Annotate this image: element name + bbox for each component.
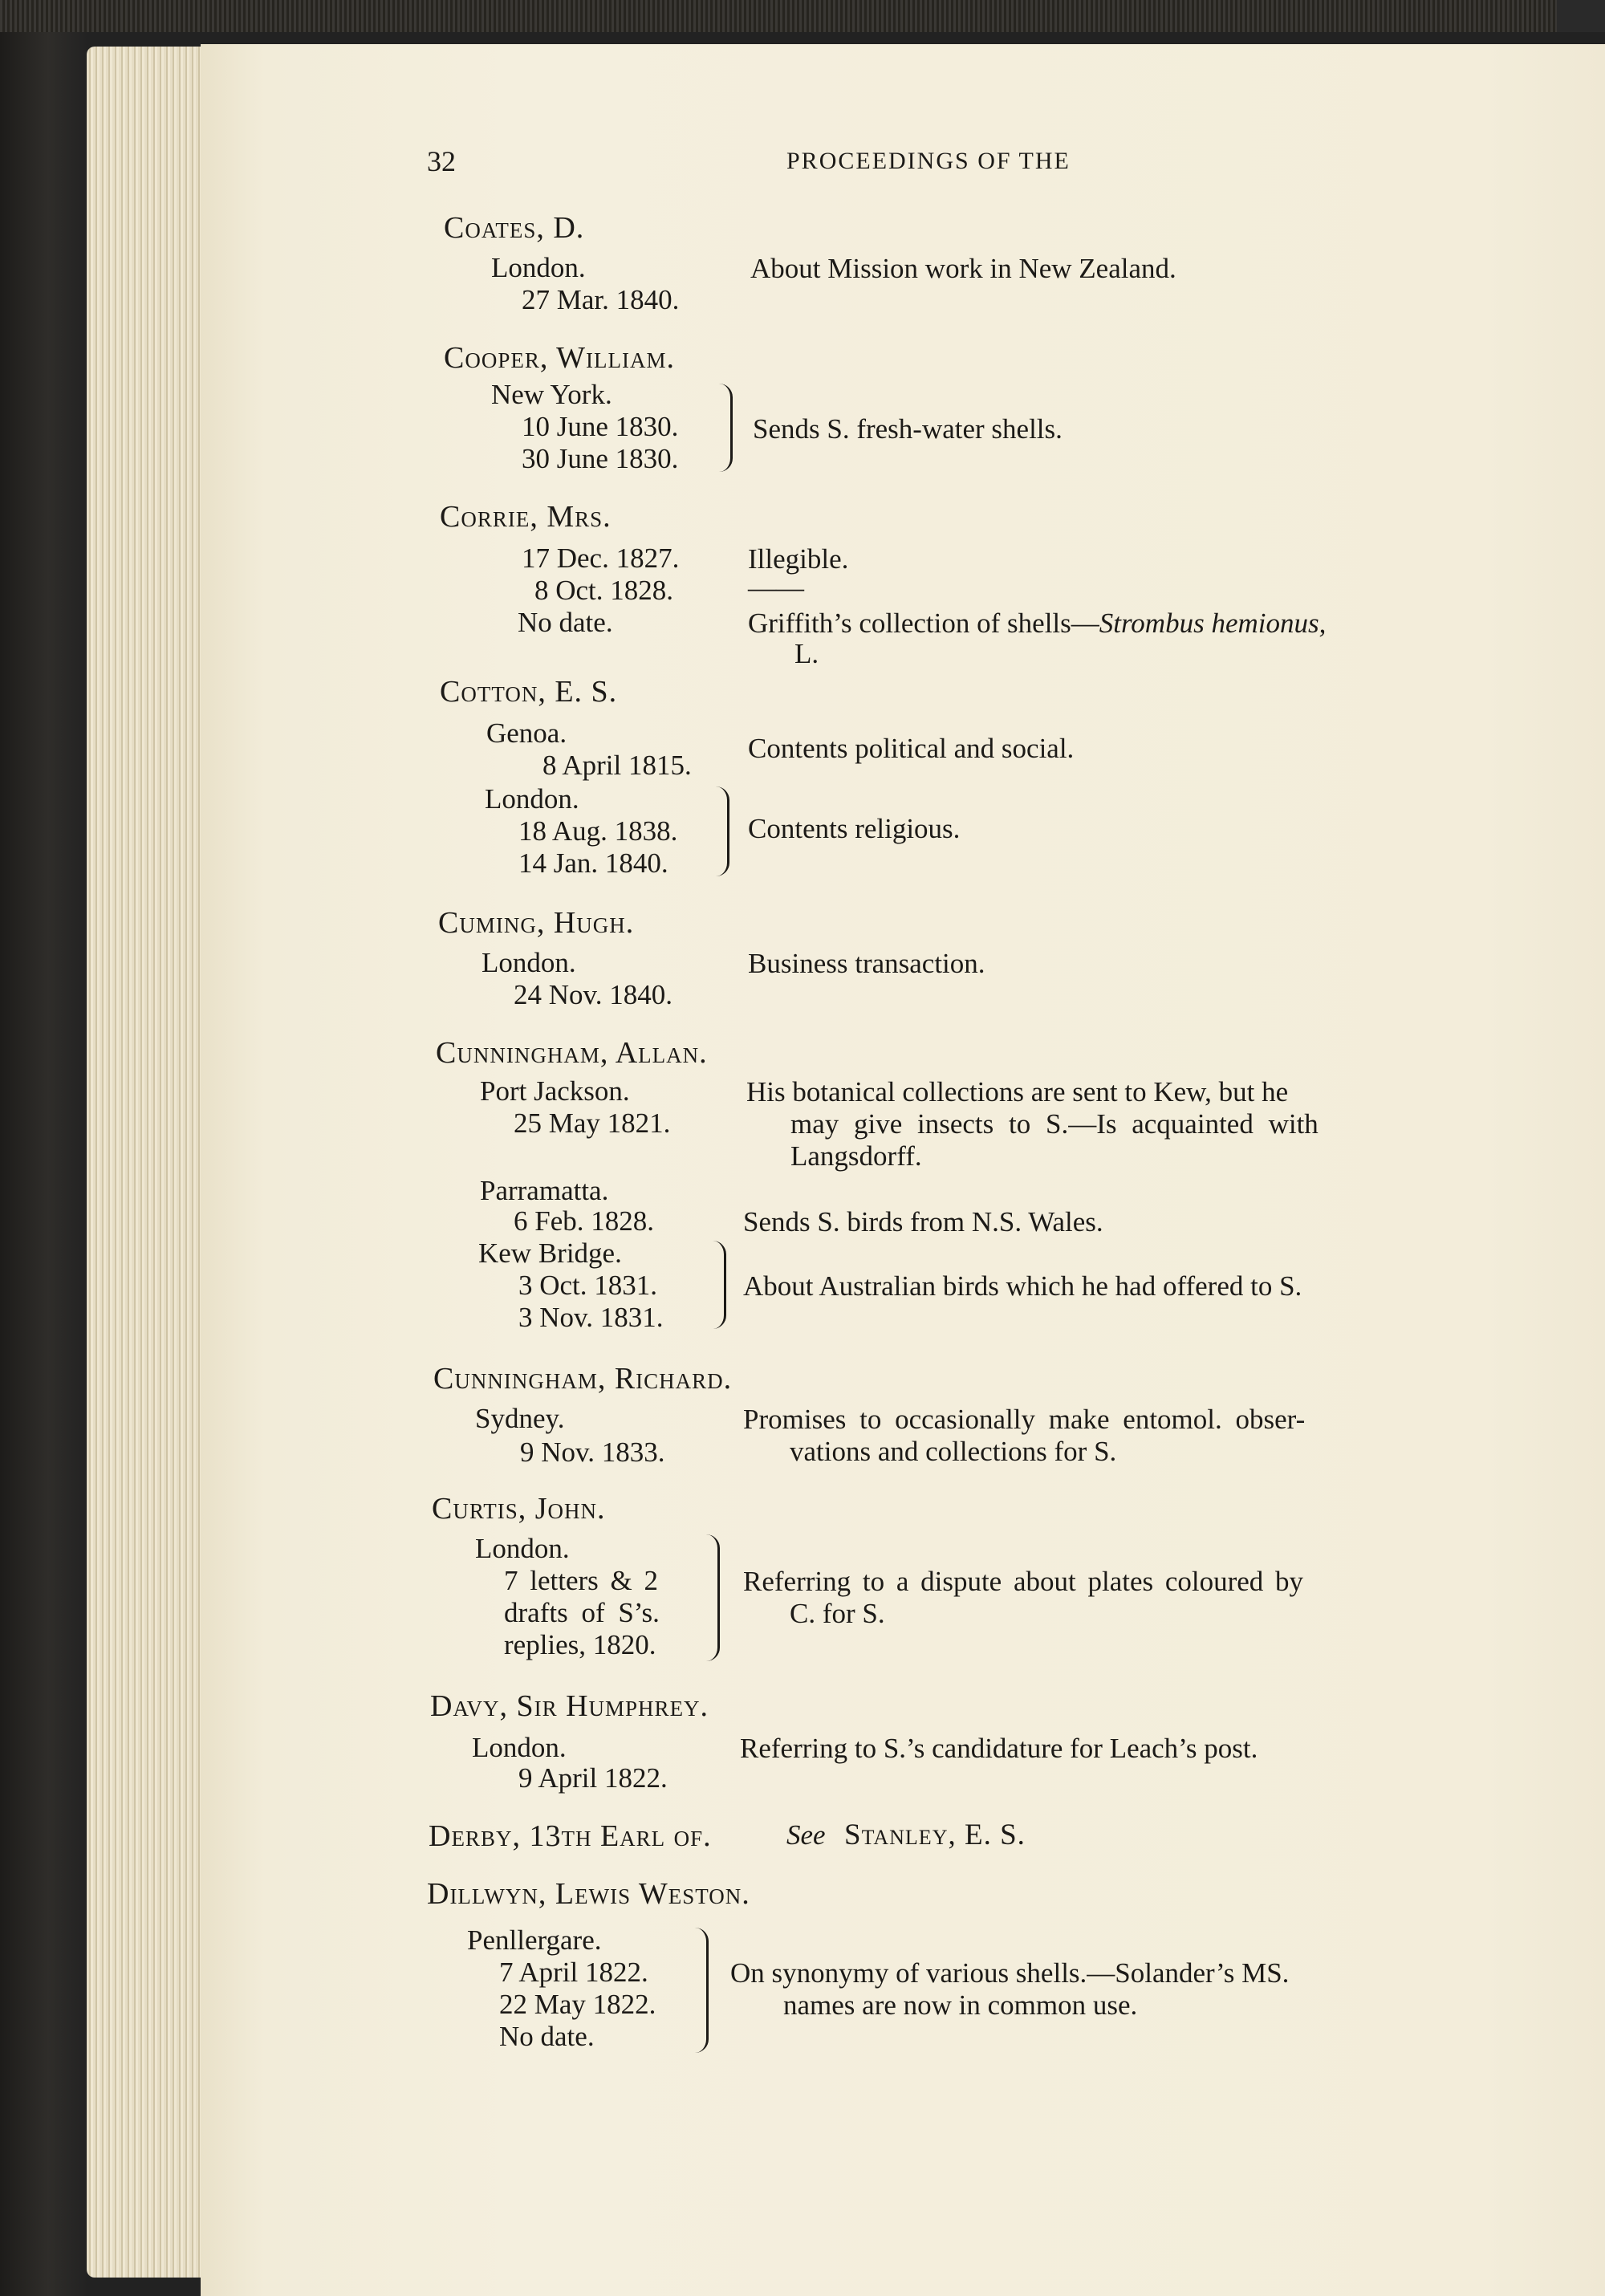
place: Port Jackson.: [480, 1075, 630, 1107]
description: names are now in common use.: [783, 1989, 1138, 2021]
letters-count: 7 letters & 2: [504, 1565, 658, 1596]
running-header: [427, 144, 1422, 181]
page-edges: [87, 47, 215, 2278]
page-number: 32: [427, 145, 456, 177]
description: may give insects to S.—Is acquainted with: [790, 1108, 1319, 1140]
place: London.: [491, 252, 586, 283]
date: No date.: [518, 607, 613, 638]
place: Penllergare.: [467, 1924, 602, 1956]
description: Contents religious.: [748, 813, 961, 844]
place: Sydney.: [475, 1403, 565, 1434]
running-title: PROCEEDINGS OF THE: [786, 148, 1071, 174]
species-name: Strombus hemionus,: [1099, 608, 1327, 639]
date: 22 May 1822.: [499, 1989, 656, 2020]
description: L.: [794, 638, 819, 669]
entry-name: Davy, Sir Humphrey.: [430, 1689, 709, 1723]
date: 6 Feb. 1828.: [514, 1205, 654, 1237]
description: About Australian birds which he had offered to S.: [743, 1270, 1302, 1302]
book-top-edge: [0, 0, 1605, 32]
brace: [713, 1241, 726, 1329]
description: Langsdorff.: [790, 1140, 922, 1172]
letters-count: drafts of S’s.: [504, 1597, 660, 1628]
description: Sends S. fresh-water shells.: [753, 413, 1063, 445]
entry-name: Coates, D.: [444, 211, 585, 245]
date: 10 June 1830.: [522, 411, 679, 442]
place: Genoa.: [486, 717, 567, 749]
description: Referring to S.’s candidature for Leach’s post.: [740, 1733, 1258, 1764]
brace: [706, 1534, 720, 1661]
date: 17 Dec. 1827.: [522, 543, 680, 574]
see-reference: See: [786, 1819, 826, 1851]
date: 8 Oct. 1828.: [534, 575, 674, 606]
description: Promises to occasionally make entomol. obser-: [743, 1404, 1306, 1435]
cross-reference: Stanley, E. S.: [844, 1819, 1026, 1851]
entry-name: Cotton, E. S.: [440, 675, 618, 709]
description: On synonymy of various shells.—Solander’s MS.: [730, 1957, 1290, 1989]
entry-name: Derby, 13th Earl of.: [429, 1819, 712, 1853]
place: London.: [472, 1732, 567, 1763]
brace: [719, 384, 733, 472]
description: Referring to a dispute about plates coloured by: [743, 1566, 1304, 1597]
description: His botanical collections are sent to Kew, but he: [746, 1076, 1289, 1107]
place: London.: [475, 1533, 570, 1564]
date: 9 April 1822.: [518, 1762, 668, 1794]
description: About Mission work in New Zealand.: [750, 253, 1176, 284]
date: 7 April 1822.: [499, 1957, 648, 1988]
date: 8 April 1815.: [542, 750, 692, 781]
entry-name: Dillwyn, Lewis Weston.: [427, 1877, 750, 1911]
corner-shadow: [1557, 0, 1605, 32]
date: 30 June 1830.: [522, 443, 679, 474]
date: No date.: [499, 2021, 595, 2052]
description: C. for S.: [790, 1598, 885, 1629]
date: 24 Nov. 1840.: [514, 979, 673, 1010]
date: 18 Aug. 1838.: [518, 815, 678, 847]
entry-name: Corrie, Mrs.: [440, 500, 612, 534]
letters-count: replies, 1820.: [504, 1629, 656, 1660]
entry-name: Cunningham, Richard.: [433, 1362, 733, 1396]
place: New York.: [491, 379, 612, 410]
description: Sends S. birds from N.S. Wales.: [743, 1206, 1103, 1237]
description: ——: [748, 572, 804, 603]
description: Business transaction.: [748, 948, 985, 979]
entry-name: Cuming, Hugh.: [438, 906, 635, 940]
description: Contents political and social.: [748, 733, 1075, 764]
date: 3 Nov. 1831.: [518, 1302, 664, 1333]
entry-name: Cunningham, Allan.: [436, 1036, 708, 1070]
date: 25 May 1821.: [514, 1107, 671, 1139]
description: vations and collections for S.: [790, 1436, 1117, 1467]
place: London.: [482, 947, 576, 978]
place: Parramatta.: [480, 1175, 609, 1206]
place: Kew Bridge.: [478, 1237, 622, 1269]
description: [748, 607, 1326, 640]
brace: [716, 786, 729, 876]
date: 3 Oct. 1831.: [518, 1270, 658, 1301]
place: London.: [485, 783, 579, 815]
description-text: Griffith’s collection of shells—: [748, 608, 1099, 639]
date: 9 Nov. 1833.: [520, 1437, 665, 1468]
date: 14 Jan. 1840.: [518, 847, 668, 879]
brace: [695, 1928, 709, 2053]
description: Illegible.: [748, 543, 849, 575]
entry-name: Cooper, William.: [444, 341, 676, 375]
entry-name: Curtis, John.: [432, 1492, 606, 1526]
date: 27 Mar. 1840.: [522, 284, 680, 315]
